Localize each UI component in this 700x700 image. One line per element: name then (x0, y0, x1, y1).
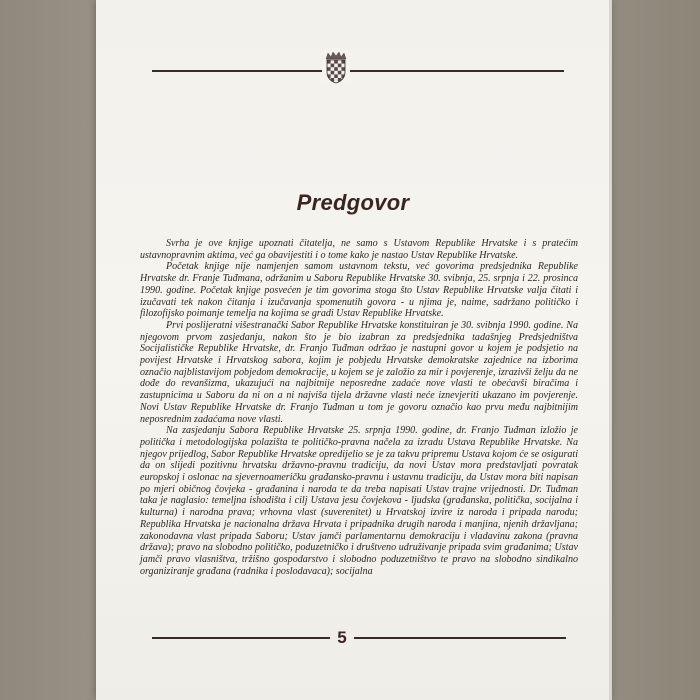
paragraph: Na zasjedanju Sabora Republike Hrvatske 25. srpnja 1990. godine, dr. Franjo Tuđman izložio je politička i metodologijska polazišta te političko-pravna načela za izradu Ustava Republike Hrvatske. Na njegov prijedlog, Sabor Republike Hrvatske opredijelio se je za takvu pripremu Ustava kojom će se osigurati da on slijedi pozitivnu hrvatsku državno-pravnu tradiciju, da novi Ustav mora predstavljati povratak europskoj i oslonac na sjevernoameričku građansko-pravnu i ustavnu tradiciju, da Ustav mora biti napisan po mjeri običnog čovjeka - građanina i naroda te da treba napisati Ustav trajne vrijednosti. Dr. Tuđman taka je naglasio: temeljna ishodišta i cilj Ustava jesu čovjekova - ljudska (građanska, politička, socijalna i kulturna) i narodna prava; vrhovna vlast (suverenitet) u Hrvatskoj izvire iz naroda i pripada narodu; Republika Hrvatska je nacionalna država Hrvata i pripadnika drugih naroda i manjina, njenih državljana; zakonodavna vlast pripada Saboru; Ustav jamči parlamentarnu demokraciju i vladavinu zakona (pravna država); pravo na slobodno političko, poduzetničko i društveno udruživanje pripada svim građanima; Ustav jamči pravo vlasništva, tržišno gospodarstvo i slobodno poduzetništvo te pravo na slobodno sindikalno organiziranje građana (radnika i poslodavaca); socijalna (140, 425, 578, 577)
page-edge (609, 0, 612, 700)
body-text (140, 238, 578, 577)
page-number: 5 (337, 628, 347, 647)
book-page (96, 0, 610, 700)
paragraph: Svrha je ove knjige upoznati čitatelja, ne samo s Ustavom Republike Hrvatske i s pratećim ustavnopravnim aktima, već ga obavijestiti i o tome kako je nastao Ustav Republike Hrvatske. (140, 238, 578, 261)
croatian-coat-of-arms-icon (322, 50, 350, 84)
page-title: Predgovor (296, 190, 410, 215)
footer-rule-right (354, 637, 566, 639)
header-rule (152, 70, 564, 72)
footer-rule-left (152, 637, 330, 639)
paragraph: Prvi poslijeratni višestranački Sabor Republike Hrvatske konstituiran je 30. svibnja 1990. godine. Na njegovom prvom zasjedanju, nakon što je bio izabran za predsjednika tadašnjeg Predsjedništva Socijalističke Republike Hrvatske, dr. Franjo Tuđman održao je nastupni govor u kojem je podsjetio na povijest Hrvatske i Hrvatskog sabora, kojim je pobjedu Hrvatske demokratske zajednice na izborima označio najblistavijom pobjedom demokracije, u kojem se je založio za mir i povjerenje, izrazivši želju da ne dođe do revanšizma, ukazujući na najbitnije neposredne zadaće nove vlasti te obećavši biračima i zastupnicima u Saboru da ni on a ni najviša tijela državne vlasti neće iznevjeriti ukazano im povjerenje. Novi Ustav Republike Hrvatske dr. Franjo Tuđman u tom je govoru označio kao prvu među najbitnijim neposrednim zadaćama nove vlasti. (140, 319, 578, 425)
paragraph: Početak knjige nije namjenjen samom ustavnom tekstu, već govorima predsjednika Republike Hrvatske dr. Franje Tuđmana, održanim u Saboru Republike Hrvatske 30. svibnja, 25. srpnja i 22. prosinca 1990. godine. Početak knjige posvećen je tim govorima stoga što Ustav Republike Hrvatske valja čitati i izučavati tek nakon čitanja i izučavanja spomenutih govora - u njima je, naime, sadržano političko i filozofijsko poimanje temelja na kojima se gradi Ustav Republike Hrvatske. (140, 261, 578, 320)
